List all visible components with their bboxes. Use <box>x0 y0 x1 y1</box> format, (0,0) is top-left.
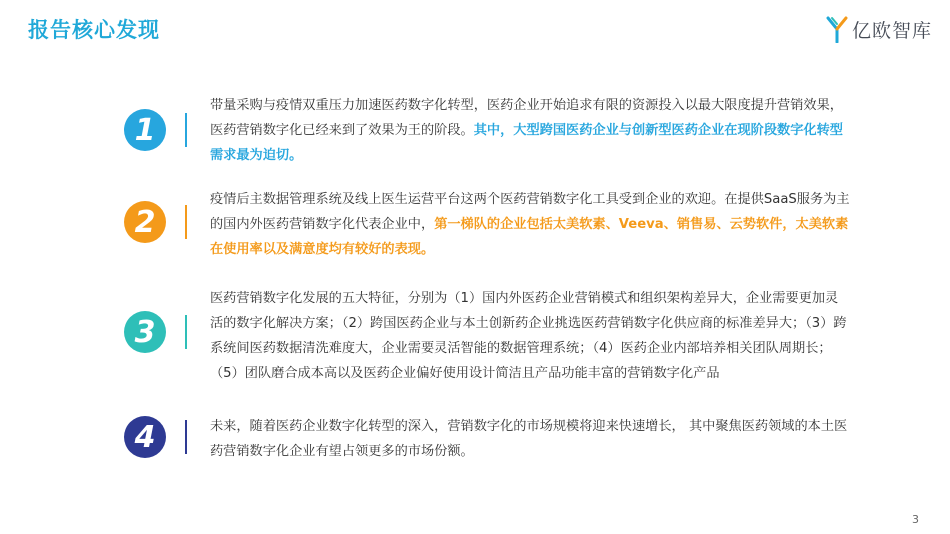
finding-text-1-body: 带量采购与疫情双重压力加速医药数字化转型，医药企业开始追求有限的资源投入以最大限度提升营销效果，医药营销数字化已经来到了效果为王的阶段。 <box>210 98 843 138</box>
logo-text: 亿欧智库 <box>852 19 933 42</box>
finding-text-3: 医药营销数字化发展的五大特征，分别为（1）国内外医药企业营销模式和组织架构差异大，企业需要更加灵活的数字化解决方案；（2）跨国医药企业与本土创新药企业挑选医药营销数字化供应商的标准差异大；（3）跨系统间医药数据清洗难度大，企业需要灵活智能的数据管理系统；（4）医药企业内部培养相关团队周期长；（5）团队磨合成本高以及医药企业偏好使用设计简洁且产品功能丰富的营销数字化产品 <box>210 291 847 381</box>
number-badge-4: 4 <box>124 416 166 458</box>
number-badge-2: 2 <box>124 201 166 243</box>
finding-text-2-highlight: 第一梯队的企业包括太美软素、Veeva、销售易、云势软件，太美软素在使用率以及满意度均有较好的表现。 <box>210 217 849 257</box>
number-badge-3: 3 <box>124 311 166 353</box>
page-title: 报告核心发现 <box>28 18 160 42</box>
finding-text-1-highlight: 其中，大型跨国医药企业与创新型医药企业在现阶段数字化转型需求最为迫切。 <box>210 123 843 163</box>
brand-logo <box>826 14 932 44</box>
logo-mark-icon <box>826 15 848 43</box>
finding-text-4: 未来，随着医药企业数字化转型的深入，营销数字化的市场规模将迎来快速增长， 其中聚焦医药领域的本土医药营销数字化企业有望占领更多的市场份额。 <box>210 419 848 459</box>
page-number: 3 <box>912 513 919 526</box>
divider-line-1 <box>185 113 187 147</box>
divider-line-2 <box>185 205 187 239</box>
finding-text-2-body: 疫情后主数据管理系统及线上医生运营平台这两个医药营销数字化工具受到企业的欢迎。在提供SaaS服务为主的国内外医药营销数字化代表企业中， <box>210 192 850 232</box>
finding-text-1 <box>210 93 850 168</box>
number-badge-1: 1 <box>124 109 166 151</box>
finding-text-2 <box>210 187 850 262</box>
divider-line-4 <box>185 420 187 454</box>
divider-line-3 <box>185 315 187 349</box>
